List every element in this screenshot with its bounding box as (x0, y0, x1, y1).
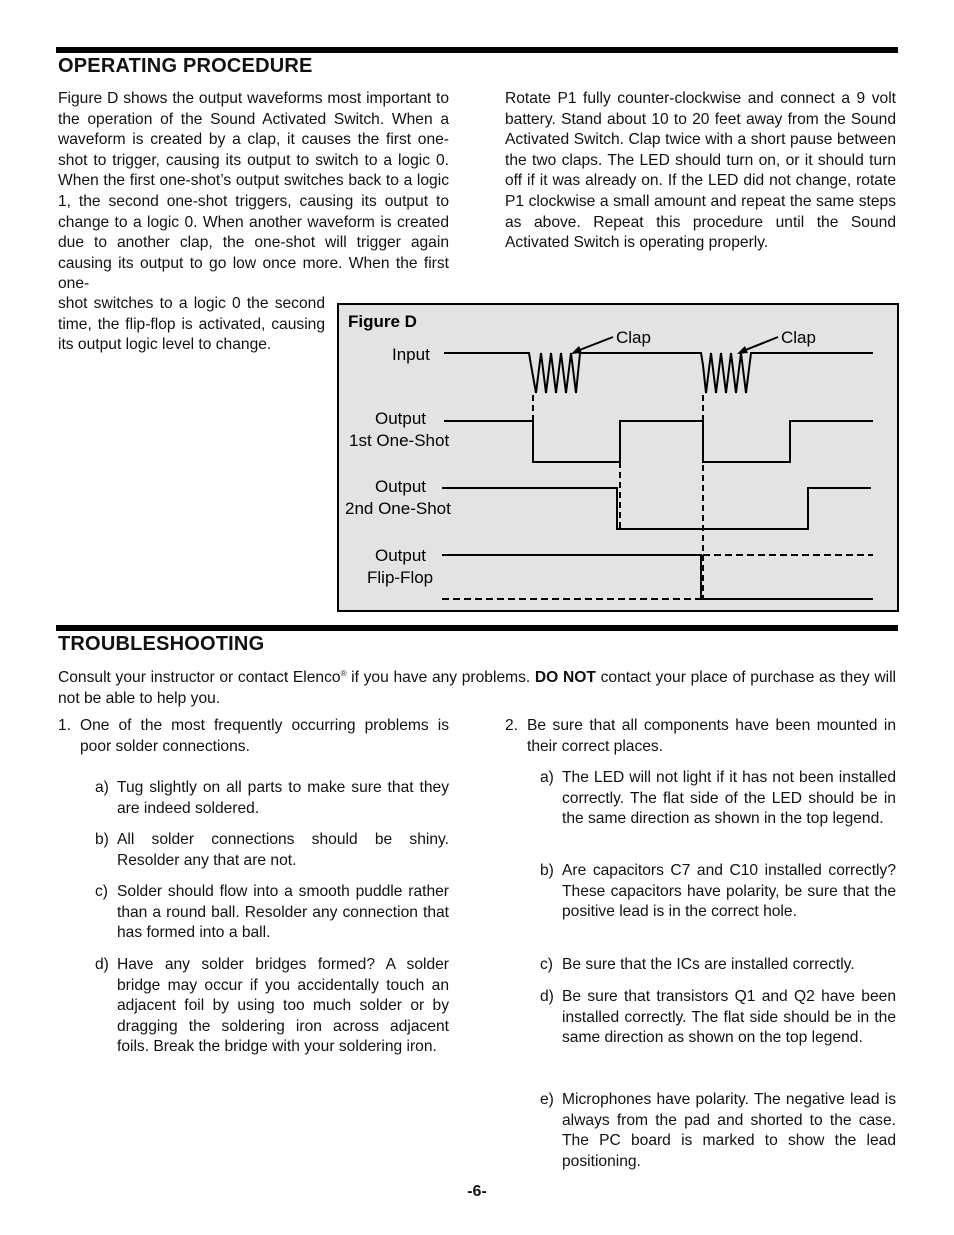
sub-item-1c: c) Solder should flow into a smooth puddle rather than a round ball. Resolder any connection that has formed into a ball. (95, 883, 449, 942)
operating-paragraph-left-top: Figure D shows the output waveforms most important to the operation of the Sound Activated Switch. When a waveform is created by a clap, it causes the first one-shot to trigger, causing its output to switch to a logic 0. When the first one-shot’s output switches back to a logic 1, the second one-shot triggers, causing its output to change to a logic 0. When another waveform is created due to another clap, the one-shot will trigger again causing its output to go low once more. When the first one- (58, 90, 449, 293)
clap-label-1: Clap (616, 328, 651, 347)
list-item-1-text: One of the most frequently occurring problems is poor solder connections. (80, 717, 449, 755)
output-2-label-line1: Output (375, 477, 427, 496)
page-number: -6- (467, 1183, 487, 1200)
output-1-label-line2: 1st One-Shot (349, 431, 450, 450)
sub-item-2b: b) Are capacitors C7 and C10 installed correctly? These capacitors have polarity, be sure that the positive lead is in the correct hole. (540, 862, 896, 921)
flip-flop-label-line2: Flip-Flop (367, 568, 434, 587)
list-item-1-number: 1. (58, 717, 72, 734)
operating-procedure-heading: OPERATING PROCEDURE (58, 55, 313, 77)
output-1-waveform (444, 421, 873, 462)
clap-arrow-2 (743, 337, 778, 351)
output-1-label-line1: Output (375, 409, 427, 428)
troubleshooting-heading: TROUBLESHOOTING (58, 633, 265, 655)
top-rule (56, 47, 898, 53)
sub-item-2a: a) The LED will not light if it has not been installed correctly. The flat side of the LED should be in the same direction as shown in the top legend. (540, 769, 896, 828)
sub-item-1a: a) Tug slightly on all parts to make sure that they are indeed soldered. (95, 779, 449, 817)
output-2-waveform (442, 488, 871, 529)
sub-item-2e: e) Microphones have polarity. The negative lead is always from the pad and shorted to the case. The PC board is marked to show the lead positioning. (540, 1091, 896, 1170)
flip-flop-high-waveform (442, 555, 873, 599)
sub-item-1d: d) Have any solder bridges formed? A solder bridge may occur if you accidentally touch an adjacent foil by using too much solder or by dragging the soldering iron across adjacent foils. Break the bridge with your soldering iron. (95, 956, 449, 1056)
clap-label-2: Clap (781, 328, 816, 347)
clap-arrowhead-2 (737, 346, 748, 354)
sub-item-2c: c) Be sure that the ICs are installed correctly. (540, 956, 855, 973)
input-waveform (444, 353, 873, 393)
operating-paragraph-left-bottom: shot switches to a logic 0 the second time, the flip-flop is activated, causing its output logic level to change. (58, 295, 325, 354)
list-item-2-text: Be sure that all components have been mounted in their correct places. (527, 717, 896, 755)
middle-rule (56, 625, 898, 631)
list-item-1 (58, 716, 449, 757)
operating-paragraph-right: Rotate P1 fully counter-clockwise and connect a 9 volt battery. Stand about 10 to 20 feet away from the Sound Activated Switch. Clap twice with a short pause between the two claps. The LED should turn on, or it should turn off if it was already on. If the LED did not change, rotate P1 clockwise a small amount and repeat the same steps as above. Repeat this procedure until the Sound Activated Switch is operating properly. (505, 90, 896, 252)
input-label: Input (392, 345, 430, 364)
flip-flop-label-line1: Output (375, 546, 427, 565)
figure-d-svg (339, 305, 897, 610)
output-2-label-line2: 2nd One-Shot (345, 499, 451, 518)
clap-arrow-1 (577, 337, 613, 351)
sub-item-2d: d) Be sure that transistors Q1 and Q2 have been installed correctly. The flat side should be in the same direction as shown on the top legend. (540, 988, 896, 1047)
figure-d-diagram (337, 303, 899, 612)
list-item-2-number: 2. (505, 717, 519, 734)
sub-item-1b: b) All solder connections should be shiny. Resolder any that are not. (95, 831, 449, 869)
figure-d-title: Figure D (348, 312, 417, 331)
list-item-2 (505, 716, 896, 757)
troubleshooting-intro: Consult your instructor or contact Elenco® if you have any problems. DO NOT contact your place of purchase as they will not be able to help you. (58, 669, 897, 707)
